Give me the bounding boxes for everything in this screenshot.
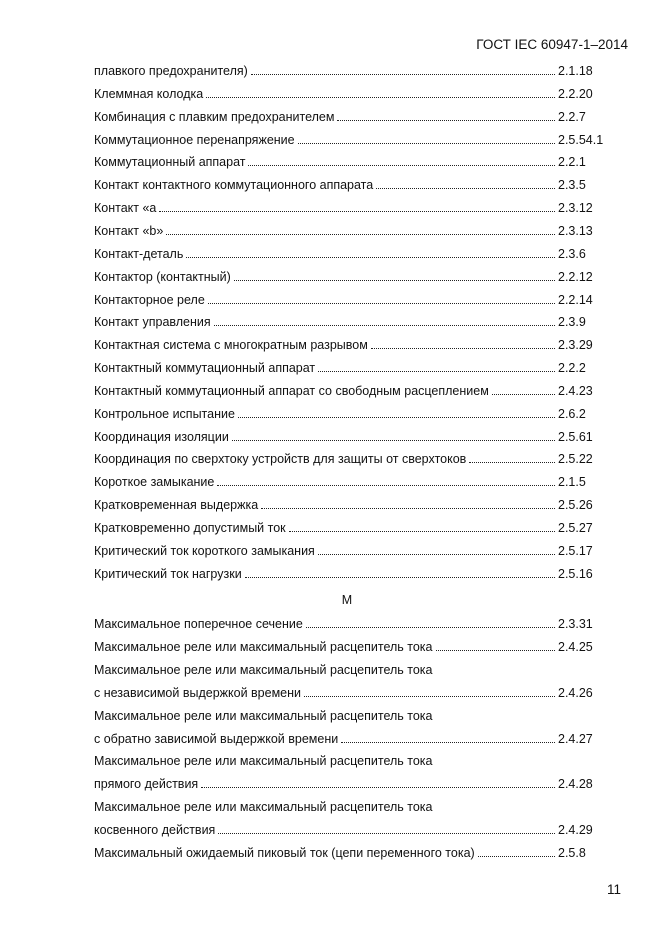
index-term: Контакт «b» — [94, 223, 164, 238]
document-header: ГОСТ IEC 60947-1–2014 — [476, 37, 628, 52]
index-entry — [94, 731, 600, 747]
index-term: Контактор (контактный) — [94, 269, 231, 284]
index-term: Контакторное реле — [94, 292, 205, 307]
index-term: Координация изоляции — [94, 429, 229, 444]
clause-reference: 2.4.26 — [558, 685, 593, 700]
clause-reference: 2.4.23 — [558, 383, 593, 398]
dot-leader — [261, 508, 555, 509]
index-entry — [94, 383, 600, 399]
index-entry — [94, 337, 600, 353]
dot-leader — [436, 650, 555, 651]
index-term: Максимальное реле или максимальный расцепитель тока — [94, 754, 433, 769]
index-entry — [94, 708, 600, 724]
index-entry — [94, 63, 600, 79]
index-entry — [94, 86, 600, 102]
dot-leader — [217, 485, 555, 486]
dot-leader — [206, 97, 555, 98]
clause-reference: 2.4.25 — [558, 639, 593, 654]
index-term: Максимальное поперечное сечение — [94, 617, 303, 631]
dot-leader — [304, 696, 555, 697]
index-term: Контактная система с многократным разрывом — [94, 338, 368, 353]
index-entry — [94, 360, 600, 376]
dot-leader — [245, 577, 555, 578]
clause-reference: 2.5.27 — [558, 521, 593, 535]
clause-reference: 2.5.17 — [558, 543, 593, 558]
dot-leader — [232, 440, 555, 441]
index-term: Короткое замыкание — [94, 475, 215, 490]
index-term: Критический ток нагрузки — [94, 566, 242, 581]
index-term: Максимальное реле или максимальный расцепитель тока — [94, 708, 433, 723]
index-term: Кратковременная выдержка — [94, 498, 259, 513]
section-letter-m: М — [341, 593, 353, 607]
index-term: с обратно зависимой выдержкой времени — [94, 731, 339, 746]
index-term: Комбинация с плавким предохранителем — [94, 109, 335, 124]
clause-reference: 2.3.13 — [558, 223, 593, 238]
clause-reference: 2.2.14 — [558, 292, 593, 307]
dot-leader — [214, 325, 555, 326]
index-entry — [94, 497, 600, 513]
dot-leader — [289, 531, 555, 532]
index-term: Контрольное испытание — [94, 406, 235, 421]
dot-leader — [371, 348, 555, 349]
index-entry — [94, 132, 604, 148]
clause-reference: 2.4.27 — [558, 731, 593, 746]
dot-leader — [159, 211, 555, 212]
index-entry — [94, 822, 600, 838]
index-entry — [94, 845, 600, 861]
index-term: косвенного действия — [94, 823, 216, 838]
dot-leader — [318, 554, 555, 555]
clause-reference: 2.5.26 — [558, 498, 593, 513]
clause-reference: 2.1.5 — [558, 475, 586, 490]
index-term: с независимой выдержкой времени — [94, 685, 302, 700]
index-entry — [94, 314, 600, 330]
clause-reference: 2.5.22 — [558, 452, 593, 467]
dot-leader — [341, 742, 555, 743]
dot-leader — [318, 371, 555, 372]
index-term: прямого действия — [94, 777, 199, 792]
clause-reference: 2.2.2 — [558, 361, 586, 376]
index-term: Контакт-деталь — [94, 246, 184, 261]
index-entry — [94, 566, 600, 582]
index-entry — [94, 685, 600, 701]
index-term: Контактный коммутационный аппарат — [94, 361, 316, 376]
index-entry — [94, 543, 600, 559]
index-entry — [94, 177, 600, 193]
dot-leader — [376, 188, 555, 189]
clause-reference: 2.3.31 — [558, 617, 593, 631]
dot-leader — [234, 280, 555, 281]
index-entry — [94, 269, 600, 285]
index-entry — [94, 451, 600, 467]
dot-leader — [306, 627, 555, 628]
index-term: Коммутационное перенапряжение — [94, 132, 295, 147]
index-entry — [94, 292, 600, 308]
dot-leader — [248, 165, 555, 166]
index-entry — [94, 520, 600, 536]
index-term: Контактный коммутационный аппарат со свободным расцеплением — [94, 383, 489, 398]
clause-reference: 2.2.1 — [558, 155, 586, 170]
index-term: Контакт «а — [94, 201, 157, 216]
index-entry — [94, 223, 600, 239]
clause-reference: 2.3.5 — [558, 178, 586, 193]
clause-reference: 2.3.9 — [558, 315, 586, 330]
dot-leader — [186, 257, 555, 258]
dot-leader — [337, 120, 555, 121]
index-term: Максимальное реле или максимальный расцепитель тока — [94, 662, 433, 677]
dot-leader — [298, 143, 555, 144]
index-entry — [94, 154, 600, 170]
index-term: Кратковременно допустимый ток — [94, 521, 286, 535]
clause-reference: 2.5.54.1 — [558, 132, 604, 147]
clause-reference: 2.4.28 — [558, 777, 593, 792]
page-number: 11 — [606, 882, 621, 897]
index-entry — [94, 406, 600, 422]
index-term: Максимальное реле или максимальный расцепитель тока — [94, 639, 433, 654]
index-term: Контакт управления — [94, 315, 211, 330]
clause-reference: 2.5.16 — [558, 566, 593, 581]
index-entry — [94, 776, 600, 792]
dot-leader — [492, 394, 555, 395]
index-term: Клеммная колодка — [94, 86, 204, 101]
dot-leader — [208, 303, 555, 304]
clause-reference: 2.3.12 — [558, 201, 593, 216]
dot-leader — [166, 234, 555, 235]
index-entry — [94, 799, 600, 815]
index-term: Критический ток короткого замыкания — [94, 543, 315, 558]
clause-reference: 2.4.29 — [558, 823, 593, 838]
index-term: Контакт контактного коммутационного аппарата — [94, 178, 374, 193]
index-entry — [94, 662, 600, 678]
index-entry — [94, 639, 600, 655]
dot-leader — [469, 462, 555, 463]
index-entry — [94, 109, 600, 125]
index-term: плавкого предохранителя) — [94, 64, 248, 78]
index-entry — [94, 429, 600, 445]
index-entry — [94, 246, 600, 262]
index-term: Максимальное реле или максимальный расцепитель тока — [94, 800, 433, 815]
clause-reference: 2.6.2 — [558, 406, 586, 421]
dot-leader — [201, 787, 555, 788]
index-entry — [94, 474, 600, 490]
clause-reference: 2.2.7 — [558, 109, 586, 124]
clause-reference: 2.2.20 — [558, 86, 593, 101]
clause-reference: 2.5.61 — [558, 429, 593, 444]
dot-leader — [238, 417, 555, 418]
index-term: Коммутационный аппарат — [94, 155, 246, 170]
index-entry — [94, 616, 600, 632]
clause-reference: 2.3.29 — [558, 338, 593, 353]
index-entry — [94, 200, 600, 216]
index-entry — [94, 753, 600, 769]
clause-reference: 2.1.18 — [558, 64, 593, 78]
index-term: Максимальный ожидаемый пиковый ток (цепи переменного тока) — [94, 846, 475, 860]
dot-leader — [251, 74, 555, 75]
dot-leader — [478, 856, 555, 857]
clause-reference: 2.2.12 — [558, 269, 593, 284]
index-term: Координация по сверхтоку устройств для защиты от сверхтоков — [94, 452, 467, 467]
clause-reference: 2.3.6 — [558, 246, 586, 261]
dot-leader — [218, 833, 555, 834]
clause-reference: 2.5.8 — [558, 846, 586, 860]
